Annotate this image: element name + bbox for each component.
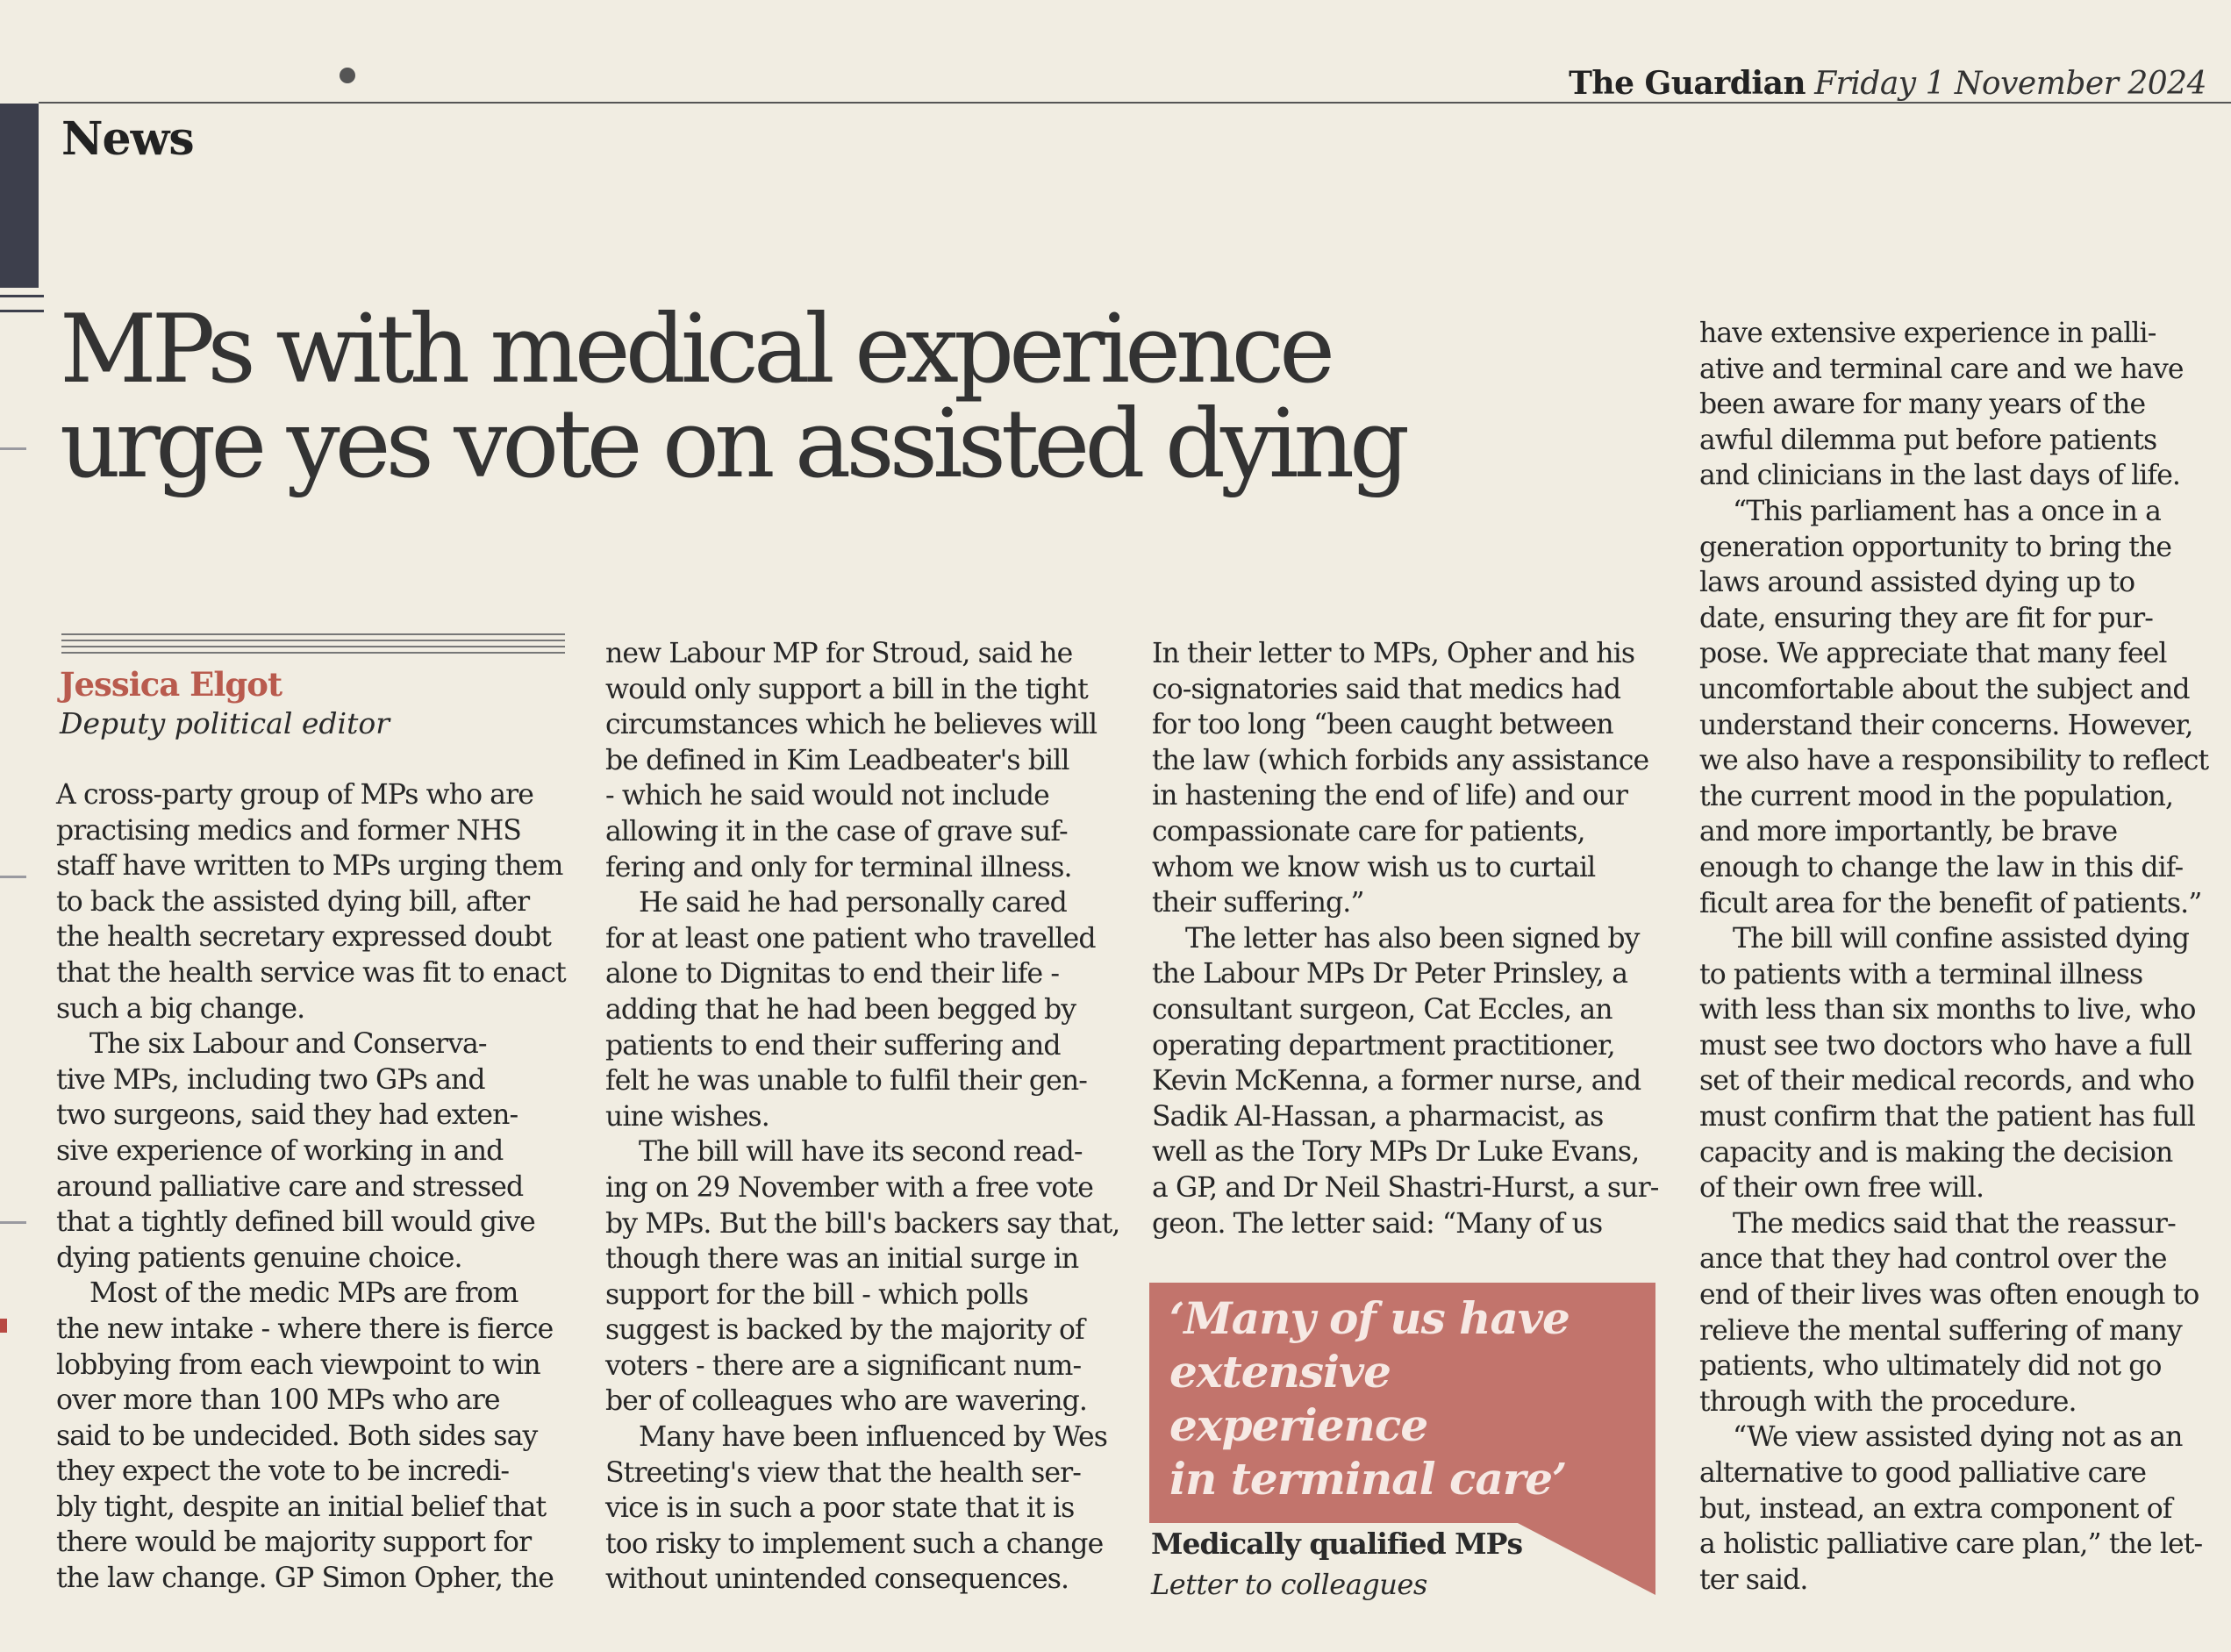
article-line: ative and terminal care and we have (1699, 353, 2184, 385)
article-line: the law change. GP Simon Opher, the (56, 1563, 554, 1595)
article-line: and clinicians in the last days of life. (1699, 460, 2181, 492)
article-line: to back the assisted dying bill, after (56, 885, 530, 918)
article-line: whom we know wish us to curtail (1152, 851, 1596, 883)
article-line: set of their medical records, and who (1699, 1065, 2194, 1098)
article-line: date, ensuring they are fit for pur- (1699, 602, 2153, 634)
article-line: enough to change the law in this dif- (1699, 851, 2184, 883)
article-line: The medics said that the reassur- (1733, 1207, 2176, 1240)
article-line: that the health service was fit to enact (56, 956, 566, 989)
article-line: tive MPs, including two GPs and (56, 1063, 485, 1096)
article-line: Sadik Al-Hassan, a pharmacist, as (1152, 1100, 1604, 1133)
article-line: sive experience of working in and (56, 1134, 504, 1167)
article-line: through with the procedure. (1699, 1385, 2077, 1418)
article-line: must see two doctors who have a full (1699, 1029, 2192, 1062)
article-line: well as the Tory MPs Dr Luke Evans, (1152, 1136, 1640, 1169)
left-margin-rule (0, 295, 44, 312)
article-line: the law (which forbids any assistance (1152, 744, 1649, 776)
article-line: two surgeons, said they had exten- (56, 1099, 518, 1132)
article-line: operating department practitioner, (1152, 1029, 1615, 1062)
article-line: circumstances which he believes will (605, 709, 1098, 741)
article-line: co-signatories said that medics had (1152, 673, 1621, 705)
pullquote-line: in terminal care’ (1169, 1453, 1567, 1505)
article-line: Many have been influenced by Wes (639, 1421, 1107, 1454)
article-line: vice is in such a poor state that it is (605, 1492, 1075, 1525)
article-line: of their own free will. (1699, 1172, 1984, 1205)
article-column-2 (605, 636, 1120, 1598)
article-line: for at least one patient who travelled (605, 922, 1096, 955)
publication-name: The Guardian (1569, 65, 1806, 102)
article-line: in hastening the end of life) and our (1152, 780, 1628, 812)
pullquote-line: extensive experience (1169, 1346, 1428, 1451)
article-line: bly tight, despite an initial belief that (56, 1491, 547, 1523)
article-line: “We view assisted dying not as an (1733, 1421, 2183, 1454)
article-line: ficult area for the benefit of patients.” (1699, 887, 2202, 919)
header-rule (39, 102, 2231, 104)
article-line: patients to end their suffering and (605, 1029, 1061, 1062)
article-line: would only support a bill in the tight (605, 673, 1088, 705)
article-line: over more than 100 MPs who are (56, 1384, 500, 1417)
article-line: we also have a responsibility to reflect (1699, 745, 2209, 777)
headline-line: MPs with medical experience (60, 295, 1331, 404)
article-line: too risky to implement such a change (605, 1527, 1104, 1560)
headline (60, 295, 1656, 499)
article-line: to patients with a terminal illness (1699, 958, 2143, 990)
article-line: ter said. (1699, 1563, 1808, 1596)
article-line: fering and only for terminal illness. (605, 851, 1072, 883)
article-line: In their letter to MPs, Opher and his (1152, 638, 1635, 669)
left-margin-mark (0, 1319, 7, 1333)
article-line: a GP, and Dr Neil Shastri-Hurst, a sur- (1152, 1171, 1659, 1204)
article-line: generation opportunity to bring the (1699, 531, 2172, 563)
article-line: He said he had personally cared (639, 887, 1067, 919)
article-line: patients, who ultimately did not go (1699, 1350, 2162, 1383)
article-line: though there was an initial surge in (605, 1243, 1079, 1276)
article-line: by MPs. But the bill's backers say that, (605, 1207, 1120, 1240)
article-line: adding that he had been begged by (605, 993, 1076, 1026)
pullquote-source-detail: Letter to colleagues (1151, 1568, 1427, 1601)
article-line: “This parliament has a once in a (1733, 495, 2161, 527)
article-column-3 (1152, 636, 1661, 1241)
article-line: pose. We appreciate that many feel (1699, 638, 2167, 670)
byline-role: Deputy political editor (60, 706, 390, 740)
article-line: said to be undecided. Both sides say (56, 1420, 538, 1452)
article-line: capacity and is making the decision (1699, 1136, 2173, 1169)
article-line: that a tightly defined bill would give (56, 1206, 535, 1239)
article-line: The bill will confine assisted dying (1733, 923, 2190, 955)
left-margin-tick (0, 876, 26, 878)
section-label: News (61, 112, 194, 166)
article-line: The six Labour and Conserva- (89, 1028, 487, 1061)
article-line: ance that they had control over the (1699, 1243, 2167, 1276)
article-line: for too long “been caught between (1152, 709, 1613, 741)
article-line: dying patients genuine choice. (56, 1241, 462, 1274)
article-line: without unintended consequences. (605, 1563, 1069, 1596)
article-line: geon. The letter said: “Many of us (1152, 1207, 1603, 1240)
byline-rules (61, 633, 565, 658)
article-line: a holistic palliative care plan,” the let- (1699, 1528, 2203, 1561)
pullquote-text (1169, 1291, 1643, 1505)
article-line: ber of colleagues who are wavering. (605, 1385, 1087, 1418)
article-line: Most of the medic MPs are from (89, 1277, 518, 1310)
left-margin-tick (0, 447, 26, 450)
article-line: support for the bill - which polls (605, 1278, 1028, 1311)
article-line: have extensive experience in palli- (1699, 318, 2156, 349)
article-line: their suffering.” (1152, 887, 1364, 919)
article-line: Kevin McKenna, a former nurse, and (1152, 1065, 1641, 1098)
article-line: consultant surgeon, Cat Eccles, an (1152, 993, 1612, 1026)
article-line: practising medics and former NHS (56, 814, 521, 847)
article-line: relieve the mental suffering of many (1699, 1314, 2182, 1347)
article-line: awful dilemma put before patients (1699, 424, 2157, 456)
article-line: and more importantly, be brave (1699, 816, 2118, 848)
article-column-4 (1699, 316, 2208, 1598)
article-line: uine wishes. (605, 1100, 769, 1133)
headline-line: urge yes vote on assisted dying (60, 390, 1405, 499)
article-line: the current mood in the population, (1699, 780, 2174, 812)
article-line: The letter has also been signed by (1185, 922, 1640, 955)
article-line: felt he was unable to fulfil their gen- (605, 1065, 1088, 1098)
article-line: allowing it in the case of grave suf- (605, 815, 1068, 847)
binding-hole (340, 68, 355, 83)
pullquote-source: Medically qualified MPs (1151, 1527, 1523, 1561)
article-line: A cross-party group of MPs who are (56, 779, 534, 811)
article-line: ing on 29 November with a free vote (605, 1171, 1093, 1204)
article-line: understand their concerns. However, (1699, 709, 2193, 741)
article-line: laws around assisted dying up to (1699, 567, 2135, 599)
byline-author: Jessica Elgot (60, 665, 282, 704)
article-line: compassionate care for patients, (1152, 815, 1585, 847)
article-line: alternative to good palliative care (1699, 1457, 2147, 1489)
article-line: staff have written to MPs urging them (56, 850, 563, 883)
article-line: alone to Dignitas to end their life - (605, 958, 1060, 990)
article-line: the new intake - where there is fierce (56, 1312, 554, 1345)
publication-date: Friday 1 November 2024 (1814, 66, 2206, 102)
article-line: with less than six months to live, who (1699, 994, 2196, 1026)
left-margin-tick (0, 1221, 26, 1224)
article-line: - which he said would not include (605, 780, 1049, 812)
masthead (1569, 65, 2206, 102)
article-line: uncomfortable about the subject and (1699, 673, 2190, 705)
article-line: Streeting's view that the health ser- (605, 1456, 1082, 1489)
article-line: the Labour MPs Dr Peter Prinsley, a (1152, 958, 1628, 990)
article-line: suggest is backed by the majority of (605, 1314, 1084, 1347)
left-margin-bar (0, 104, 39, 288)
article-line: but, instead, an extra component of (1699, 1492, 2172, 1525)
article-line: there would be majority support for (56, 1527, 532, 1559)
article-column-1 (56, 777, 565, 1597)
pullquote-line: ‘Many of us have (1169, 1292, 1570, 1344)
article-line: lobbying from each viewpoint to win (56, 1348, 540, 1381)
pullquote-tail (1516, 1522, 1655, 1595)
article-line: new Labour MP for Stroud, said he (605, 638, 1073, 669)
article-line: around palliative care and stressed (56, 1170, 524, 1203)
article-line: they expect the vote to be incredi- (56, 1455, 510, 1488)
article-line: be defined in Kim Leadbeater's bill (605, 744, 1069, 776)
article-line: the health secretary expressed doubt (56, 921, 552, 954)
article-line: must confirm that the patient has full (1699, 1101, 2195, 1134)
article-line: end of their lives was often enough to (1699, 1279, 2199, 1312)
article-line: The bill will have its second read- (639, 1136, 1083, 1169)
article-line: such a big change. (56, 992, 305, 1025)
article-line: voters - there are a significant num- (605, 1349, 1082, 1382)
article-line: been aware for many years of the (1699, 389, 2146, 421)
